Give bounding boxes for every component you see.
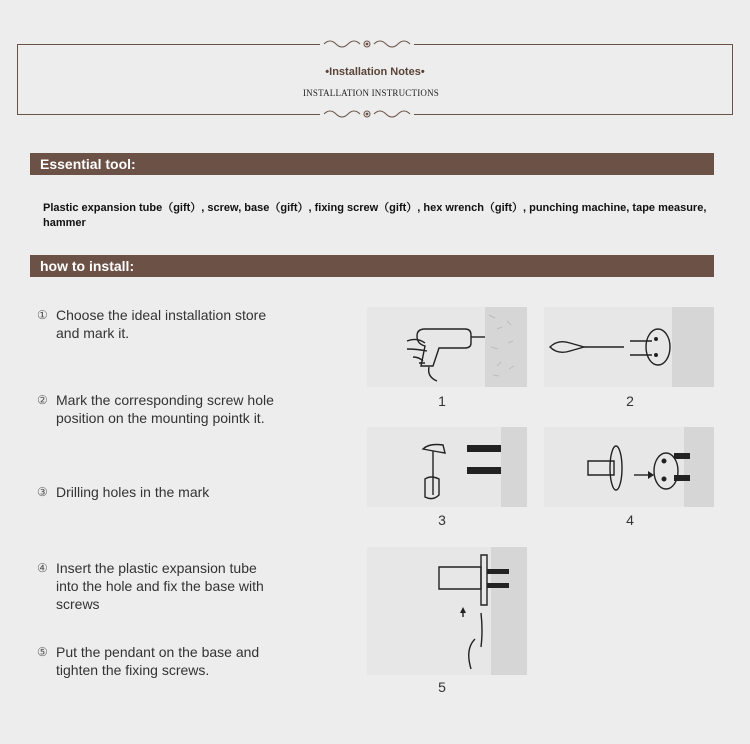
step-3 [37, 483, 277, 501]
step-3-number: ③ [37, 485, 48, 499]
step-5-text: Put the pendant on the base and tighten the fixing screws. [56, 644, 260, 678]
figure-2-label: 2 [626, 393, 634, 409]
step-4-text: Insert the plastic expansion tube into the hole and fix the base with screws [56, 560, 264, 612]
how-to-install-heading: how to install: [30, 255, 714, 277]
step-2-text: Mark the corresponding screw hole position on the mounting pointk it. [56, 392, 274, 426]
fix-screw-icon [367, 547, 527, 675]
tools-list-text: Plastic expansion tube（gift）, screw, base（gift）, fixing screw（gift）, hex wrench（gift）, punching machine, tape measure, hammer [43, 202, 707, 229]
hook-on-base-icon [544, 427, 714, 507]
step-1-number: ① [37, 308, 48, 322]
step-5-number: ⑤ [37, 645, 48, 659]
step-2-number: ② [37, 393, 48, 407]
figure-1-label: 1 [438, 393, 446, 409]
figure-4-label: 4 [626, 512, 634, 528]
screwdriver-base-icon [544, 307, 714, 387]
drill-icon [367, 307, 527, 387]
hammer-icon [367, 427, 527, 507]
bottom-ornament-icon [320, 107, 414, 121]
step-4-number: ④ [37, 561, 48, 575]
step-1-text: Choose the ideal installation store and mark it. [56, 307, 267, 341]
page-title: •Installation Notes• [325, 66, 425, 78]
top-ornament-icon [320, 37, 414, 51]
header-frame [17, 44, 733, 115]
figure-5-label: 5 [438, 679, 446, 695]
step-3-text: Drilling holes in the mark [56, 484, 210, 500]
step-5 [37, 643, 277, 679]
essential-tool-heading: Essential tool: [30, 153, 714, 175]
step-4 [37, 559, 277, 613]
figure-3-label: 3 [438, 512, 446, 528]
step-1 [37, 306, 277, 342]
page-subtitle: INSTALLATION INSTRUCTIONS [302, 88, 440, 98]
step-2 [37, 391, 277, 427]
